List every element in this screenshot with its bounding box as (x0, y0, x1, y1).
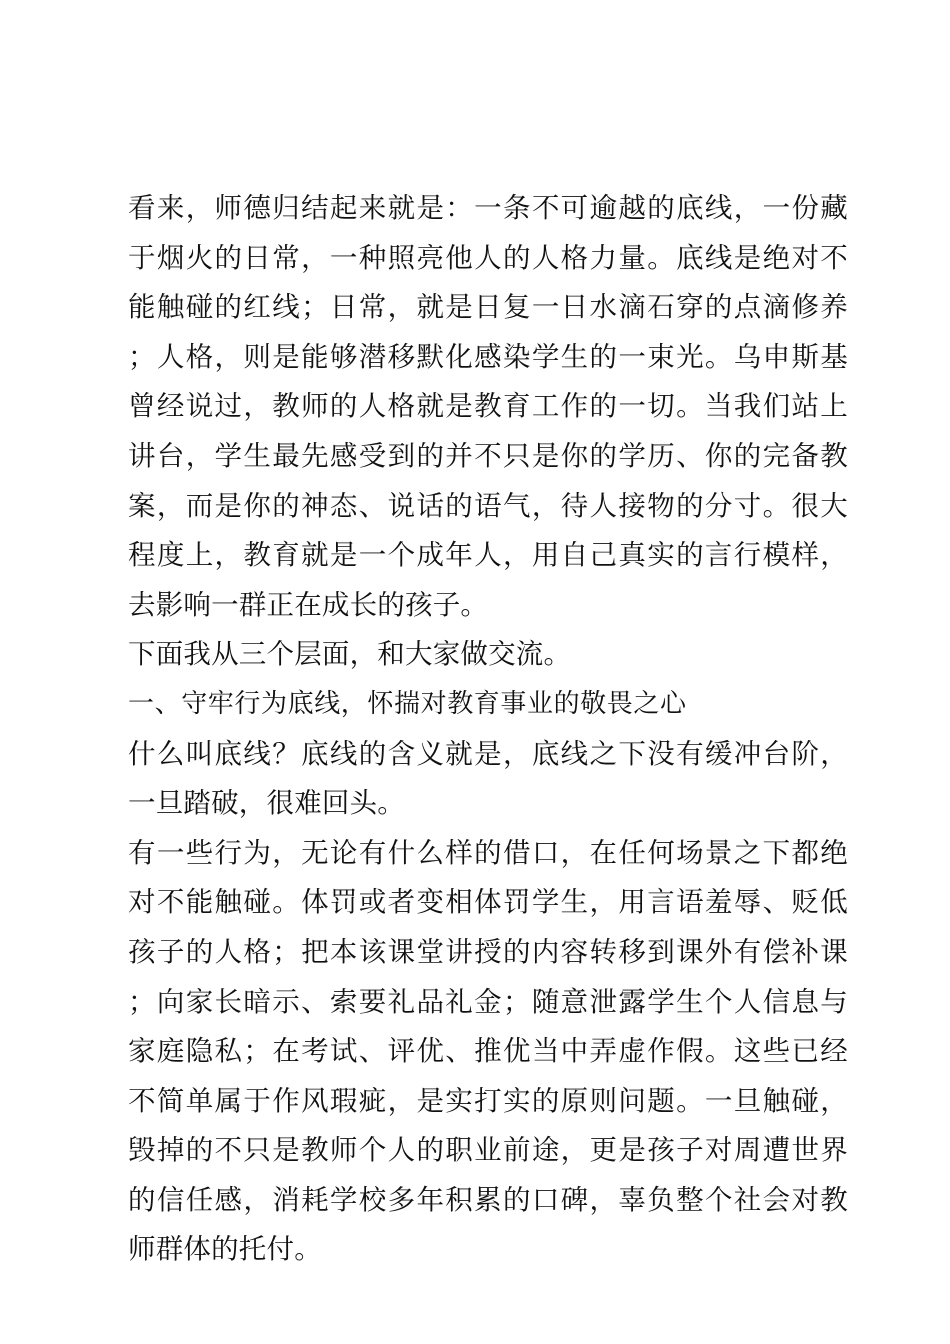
section-heading: 一、守牢行为底线，怀揣对教育事业的敬畏之心 (128, 688, 687, 719)
intro-paragraph: 看来，师德归结起来就是：一条不可逾越的底线，一份藏于烟火的日常，一种照亮他人的人格力量。底线是绝对不能触碰的红线；日常，就是日复一日水滴石穿的点滴修养；人格，则是能够潜移默化感染学生的一束光。乌申斯基曾经说过，教师的人格就是教育工作的一切。当我们站上讲台，学生最先感受到的并不只是你的学历、你的完备教案，而是你的神态、说话的语气，待人接物的分寸。很大程度上，教育就是一个成年人，用自己真实的言行模样，去影响一群正在成长的孩子。 (128, 192, 848, 621)
section-paragraph-behaviors: 有一些行为，无论有什么样的借口，在任何场景之下都绝对不能触碰。体罚或者变相体罚学生，用言语羞辱、贬低孩子的人格；把本该课堂讲授的内容转移到课外有偿补课；向家长暗示、索要礼品礼金；随意泄露学生个人信息与家庭隐私；在考试、评优、推优当中弄虚作假。这些已经不简单属于作风瑕疵，是实打实的原则问题。一旦触碰，毁掉的不只是教师个人的职业前途，更是孩子对周遭世界的信任感，消耗学校多年积累的口碑，辜负整个社会对教师群体的托付。 (128, 836, 848, 1266)
document-body (128, 184, 848, 1275)
section-paragraph-definition: 什么叫底线？底线的含义就是，底线之下没有缓冲台阶，一旦踏破，很难回头。 (128, 737, 848, 820)
transition-paragraph: 下面我从三个层面，和大家做交流。 (128, 638, 572, 671)
